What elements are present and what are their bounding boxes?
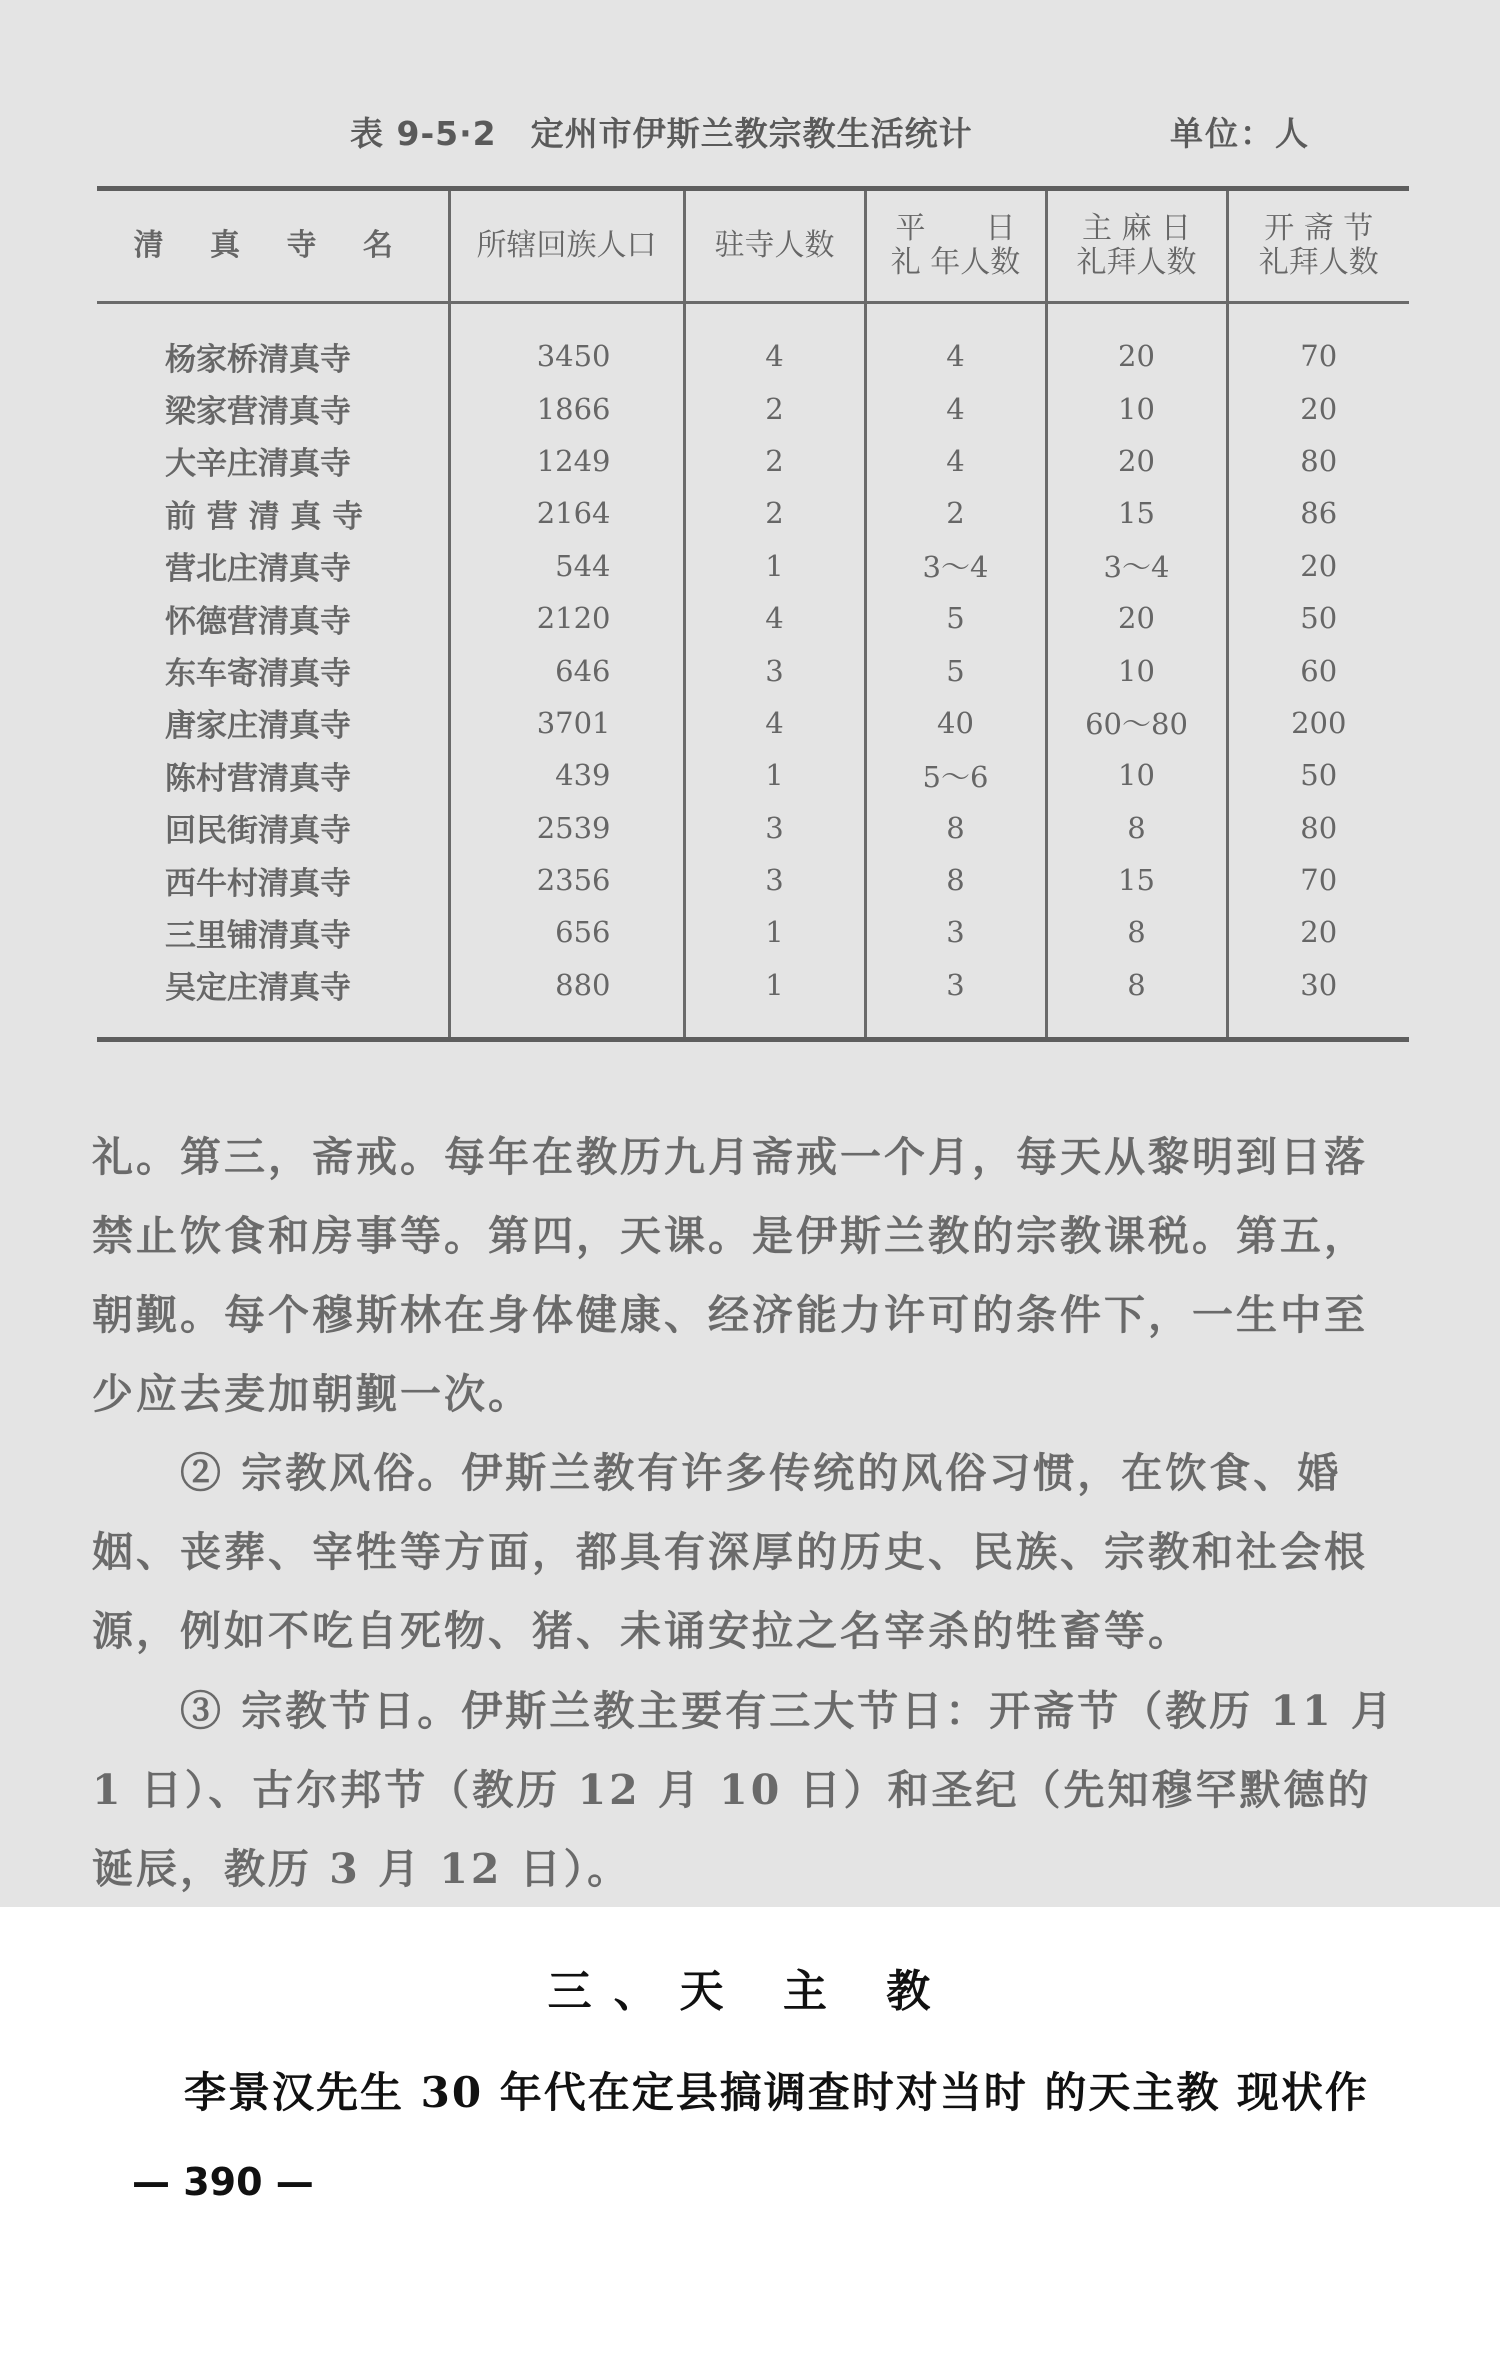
table-cell: 2164 (449, 487, 684, 539)
table-cell: 4 (684, 697, 865, 749)
table-row (97, 697, 1409, 749)
table-cell: 20 (1046, 435, 1227, 487)
section-heading: 三、天 主 教 (547, 1966, 953, 2017)
table-cell: 20 (1227, 382, 1409, 434)
table-cell: 40 (865, 697, 1046, 749)
table-cell: 15 (1046, 854, 1227, 906)
table-cell: 1249 (449, 435, 684, 487)
table-cell: 880 (449, 959, 684, 1040)
table-cell: 3450 (449, 303, 684, 383)
table-cell: 80 (1227, 802, 1409, 854)
table-cell: 80 (1227, 435, 1409, 487)
table-cell: 15 (1046, 487, 1227, 539)
table-cell: 4 (865, 303, 1046, 383)
table-row (97, 540, 1409, 592)
table-cell: 30 (1227, 959, 1409, 1040)
table-cell: 5～6 (865, 749, 1046, 801)
table-cell: 8 (865, 802, 1046, 854)
table-row (97, 644, 1409, 696)
mosque-name-cell: 营北庄清真寺 (165, 551, 351, 588)
table-cell: 3 (865, 959, 1046, 1040)
paragraph-text: 礼。第三，斋戒。每年在教历九月斋戒一个月，每天从黎明到日落禁止饮食和房事等。第四，天课。是伊斯兰教的宗教课税。第五，朝觐。每个穆斯林在身体健康、经济能力许可的条件下，一生中至少应去麦加朝觐一次。 (92, 1133, 1368, 1418)
table-cell: 8 (1046, 959, 1227, 1040)
table-cell: 3701 (449, 697, 684, 749)
table-cell: 3 (865, 906, 1046, 958)
table-row (97, 592, 1409, 644)
column-header (449, 189, 684, 303)
mosque-name-cell: 吴定庄清真寺 (165, 970, 351, 1007)
mosque-name-cell: 怀德营清真寺 (165, 603, 351, 640)
table-cell: 200 (1227, 697, 1409, 749)
table-cell: 2539 (449, 802, 684, 854)
mosque-name-cell: 前 营 清 真 寺 (165, 498, 364, 535)
table-row (97, 959, 1409, 1040)
column-header-text: 所辖回族人口 (476, 228, 657, 263)
column-header (865, 189, 1046, 303)
mosque-name-cell: 回民街清真寺 (165, 813, 351, 850)
table-row (97, 749, 1409, 801)
table-cell: 10 (1046, 644, 1227, 696)
column-header-text: 开 斋 节 (1264, 211, 1374, 246)
table-row (97, 487, 1409, 539)
column-header (684, 189, 865, 303)
table-cell: 3 (684, 644, 865, 696)
table-row (97, 303, 1409, 383)
table-cell: 4 (865, 435, 1046, 487)
table-cell: 5 (865, 592, 1046, 644)
mosque-name-cell: 大辛庄清真寺 (165, 446, 351, 483)
paragraph-religious-customs (92, 1434, 1410, 1671)
table-cell: 656 (449, 906, 684, 958)
mosque-statistics-table (97, 186, 1409, 1042)
paragraph-text: ② 宗教风俗。伊斯兰教有许多传统的风俗习惯，在饮食、婚姻、丧葬、宰牲等方面，都具有深厚的历史、民族、宗教和社会根源，例如不吃自死物、猪、未诵安拉之名宰杀的牲畜等。 (92, 1449, 1368, 1655)
table-cell: 1866 (449, 382, 684, 434)
column-header-text: 平 日 (895, 211, 1016, 246)
table-cell: 20 (1227, 906, 1409, 958)
table-cell: 50 (1227, 592, 1409, 644)
table-cell: 544 (449, 540, 684, 592)
column-header (1046, 189, 1227, 303)
table-cell: 1 (684, 540, 865, 592)
table-cell: 3～4 (1046, 540, 1227, 592)
table-title: 表 9-5·2 定州市伊斯兰教宗教生活统计 (350, 114, 973, 153)
mosque-name-cell: 杨家桥清真寺 (165, 341, 351, 378)
mosque-name-cell: 三里铺清真寺 (165, 917, 351, 954)
paragraph-fasting-tax-pilgrimage (92, 1118, 1410, 1434)
table-cell: 20 (1046, 303, 1227, 383)
table-cell: 4 (684, 303, 865, 383)
table-cell: 2 (684, 487, 865, 539)
table-cell: 10 (1046, 749, 1227, 801)
table-cell: 8 (865, 854, 1046, 906)
section-first-line: 李景汉先生 30 年代在定县搞调查时对当时 的天主教 现状作 (184, 2068, 1369, 2117)
column-header-text: 礼拜人数 (1258, 245, 1379, 280)
mosque-name-cell: 唐家庄清真寺 (165, 708, 351, 745)
table-cell: 439 (449, 749, 684, 801)
table-cell: 70 (1227, 303, 1409, 383)
column-header-text: 驻寺人数 (714, 228, 835, 263)
table-cell: 20 (1046, 592, 1227, 644)
table-cell: 2356 (449, 854, 684, 906)
table-cell: 1 (684, 906, 865, 958)
column-header-text: 礼拜人数 (1076, 245, 1197, 280)
table-header (97, 189, 1409, 303)
table-cell: 1 (684, 749, 865, 801)
table-cell: 5 (865, 644, 1046, 696)
table-cell: 2 (684, 382, 865, 434)
table-cell: 2 (684, 435, 865, 487)
mosque-name-cell: 东车寄清真寺 (165, 656, 351, 693)
table-row (97, 435, 1409, 487)
column-header-text: 礼 年人数 (890, 245, 1021, 280)
table-cell: 70 (1227, 854, 1409, 906)
table-cell: 10 (1046, 382, 1227, 434)
table-unit: 单位：人 (1170, 114, 1310, 153)
column-header (97, 189, 449, 303)
table-cell: 60～80 (1046, 697, 1227, 749)
table-cell: 3 (684, 854, 865, 906)
mosque-name-cell: 梁家营清真寺 (165, 394, 351, 431)
mosque-name-cell: 西牛村清真寺 (165, 865, 351, 902)
table-row (97, 802, 1409, 854)
table-cell: 20 (1227, 540, 1409, 592)
table-cell: 1 (684, 959, 865, 1040)
table-cell: 8 (1046, 906, 1227, 958)
table-row (97, 854, 1409, 906)
mosque-name-cell: 陈村营清真寺 (165, 760, 351, 797)
table-cell: 2120 (449, 592, 684, 644)
table-body (97, 303, 1409, 1040)
table-cell: 3～4 (865, 540, 1046, 592)
table-cell: 4 (684, 592, 865, 644)
table-cell: 86 (1227, 487, 1409, 539)
table-cell: 3 (684, 802, 865, 854)
table-cell: 646 (449, 644, 684, 696)
table-row (97, 382, 1409, 434)
table-cell: 2 (865, 487, 1046, 539)
table-cell: 60 (1227, 644, 1409, 696)
column-header-text: 清 真 寺 名 (133, 228, 411, 263)
column-header-text: 主 麻 日 (1081, 211, 1192, 246)
paragraph-text: ③ 宗教节日。伊斯兰教主要有三大节日：开斋节（教历 11 月 1 日）、古尔邦节（教历 12 月 10 日）和圣纪（先知穆罕默德的诞辰，教历 3 月 12 日）。 (92, 1687, 1395, 1893)
paragraph-religious-holidays (92, 1672, 1410, 1909)
table-row (97, 906, 1409, 958)
table-header-row (97, 189, 1409, 303)
page-number: — 390 — (132, 2160, 314, 2204)
column-header (1227, 189, 1409, 303)
table-cell: 4 (865, 382, 1046, 434)
table-cell: 50 (1227, 749, 1409, 801)
table-cell: 8 (1046, 802, 1227, 854)
